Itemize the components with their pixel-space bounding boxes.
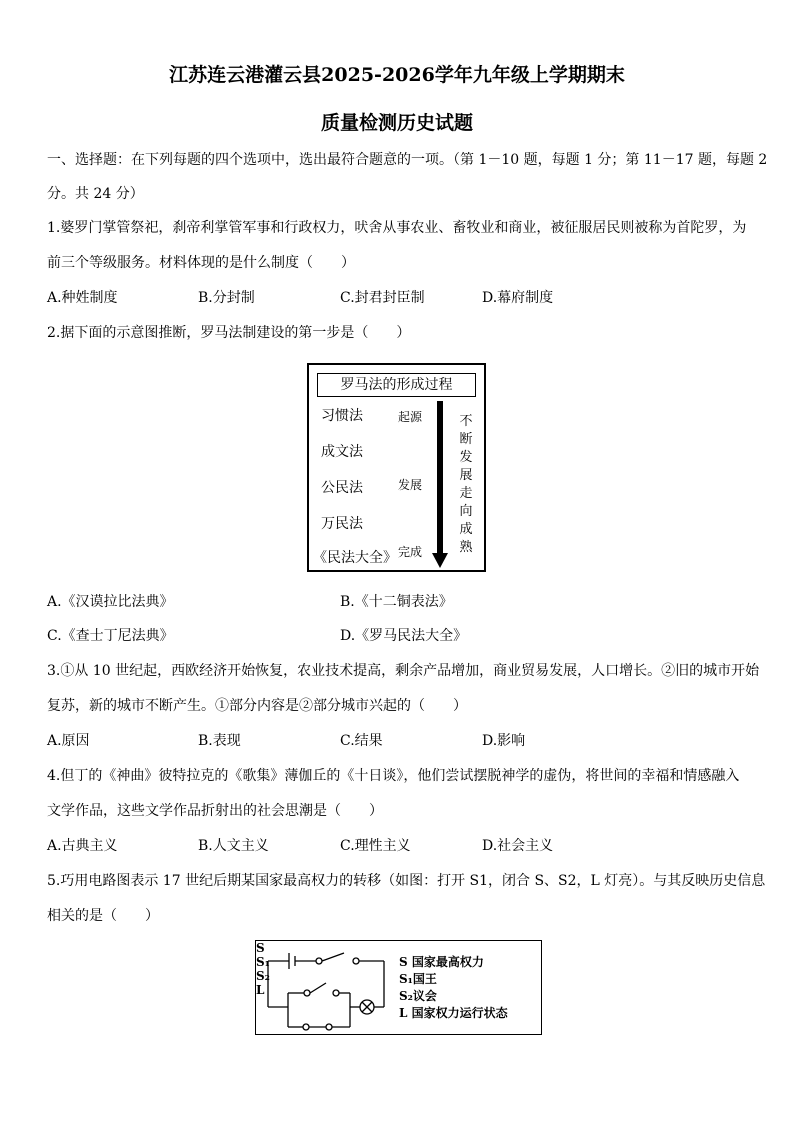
legend-s1: S₁国王	[399, 972, 437, 986]
question-3-option-c[interactable]: C.结果	[340, 733, 383, 749]
question-1-option-a[interactable]: A.种姓制度	[47, 290, 118, 306]
phase-development: 发展	[398, 478, 423, 492]
question-4-option-c[interactable]: C.理性主义	[340, 838, 411, 854]
question-1-stem-cont: 前三个等级服务。材料体现的是什么制度（ ）	[47, 255, 355, 271]
label-switch-s1: S₁	[256, 955, 270, 969]
question-4-option-d[interactable]: D.社会主义	[482, 838, 554, 854]
diagram-header: 罗马法的形成过程	[317, 373, 476, 397]
question-4-option-a[interactable]: A.古典主义	[47, 838, 118, 854]
exam-title-line2: 质量检测历史试题	[320, 112, 473, 134]
question-2-option-d[interactable]: D.《罗马民法大全》	[340, 628, 468, 644]
question-5-stem-cont: 相关的是（ ）	[47, 908, 159, 924]
label-switch-s2: S₂	[256, 969, 270, 983]
section-instructions: 一、选择题：在下列每题的四个选项中，选出最符合题意的一项。（第 1－10 题，每题 1 分；第 11－17 题，每题 2	[47, 152, 768, 168]
question-3-option-b[interactable]: B.表现	[198, 733, 241, 749]
section-instructions-cont: 分。共 24 分）	[47, 186, 144, 202]
question-2-option-a[interactable]: A.《汉谟拉比法典》	[47, 594, 174, 610]
question-2-stem: 2.据下面的示意图推断，罗马法制建设的第一步是（ ）	[47, 325, 411, 341]
stage-civil-law: 公民法	[321, 480, 363, 496]
circuit-diagram	[255, 940, 542, 1035]
question-1-option-c[interactable]: C.封君封臣制	[340, 290, 425, 306]
question-4-stem-cont: 文学作品，这些文学作品折射出的社会思潮是（ ）	[47, 803, 383, 819]
down-arrow-icon	[432, 401, 448, 569]
exam-title-line1: 江苏连云港灌云县2025-2026学年九年级上学期期末	[169, 64, 625, 86]
label-lamp-l: L	[256, 983, 265, 997]
question-3-option-a[interactable]: A.原因	[47, 733, 90, 749]
stage-customary-law: 习惯法	[321, 408, 363, 424]
stage-written-law: 成文法	[321, 444, 363, 460]
legend-s: S 国家最高权力	[399, 955, 484, 969]
legend-l: L 国家权力运行状态	[399, 1006, 508, 1020]
question-3-stem-cont: 复苏，新的城市不断产生。①部分内容是②部分城市兴起的（ ）	[47, 698, 467, 714]
question-4-option-b[interactable]: B.人文主义	[198, 838, 269, 854]
label-switch-s: S	[256, 941, 265, 955]
legend-s2: S₂议会	[399, 989, 437, 1003]
question-1-stem: 1.婆罗门掌管祭祀，刹帝利掌管军事和行政权力，吠舍从事农业、畜牧业和商业，被征服居民则被称为首陀罗，为	[47, 220, 747, 236]
question-1-option-d[interactable]: D.幕府制度	[482, 290, 554, 306]
question-3-option-d[interactable]: D.影响	[482, 733, 526, 749]
question-5-stem: 5.巧用电路图表示 17 世纪后期某国家最高权力的转移（如图：打开 S1，闭合 S、S2，L 灯亮）。与其反映历史信息	[47, 873, 766, 889]
roman-law-diagram	[307, 363, 486, 572]
stage-corpus-juris: 《民法大全》	[313, 550, 397, 566]
question-4-stem: 4.但丁的《神曲》彼特拉克的《歌集》薄伽丘的《十日谈》，他们尝试摆脱神学的虚伪，将世间的幸福和情感融入	[47, 768, 740, 784]
arrow-caption: 不断发展走向成熟	[459, 414, 473, 555]
phase-completion: 完成	[398, 545, 423, 559]
question-1-option-b[interactable]: B.分封制	[198, 290, 255, 306]
phase-origin: 起源	[398, 410, 423, 424]
question-3-stem: 3.①从 10 世纪起，西欧经济开始恢复，农业技术提高，剩余产品增加，商业贸易发展，人口增长。②旧的城市开始	[47, 663, 760, 679]
question-2-option-b[interactable]: B.《十二铜表法》	[340, 594, 453, 610]
circuit-schematic	[256, 941, 396, 1033]
question-2-option-c[interactable]: C.《查士丁尼法典》	[47, 628, 174, 644]
stage-law-of-nations: 万民法	[321, 516, 363, 532]
